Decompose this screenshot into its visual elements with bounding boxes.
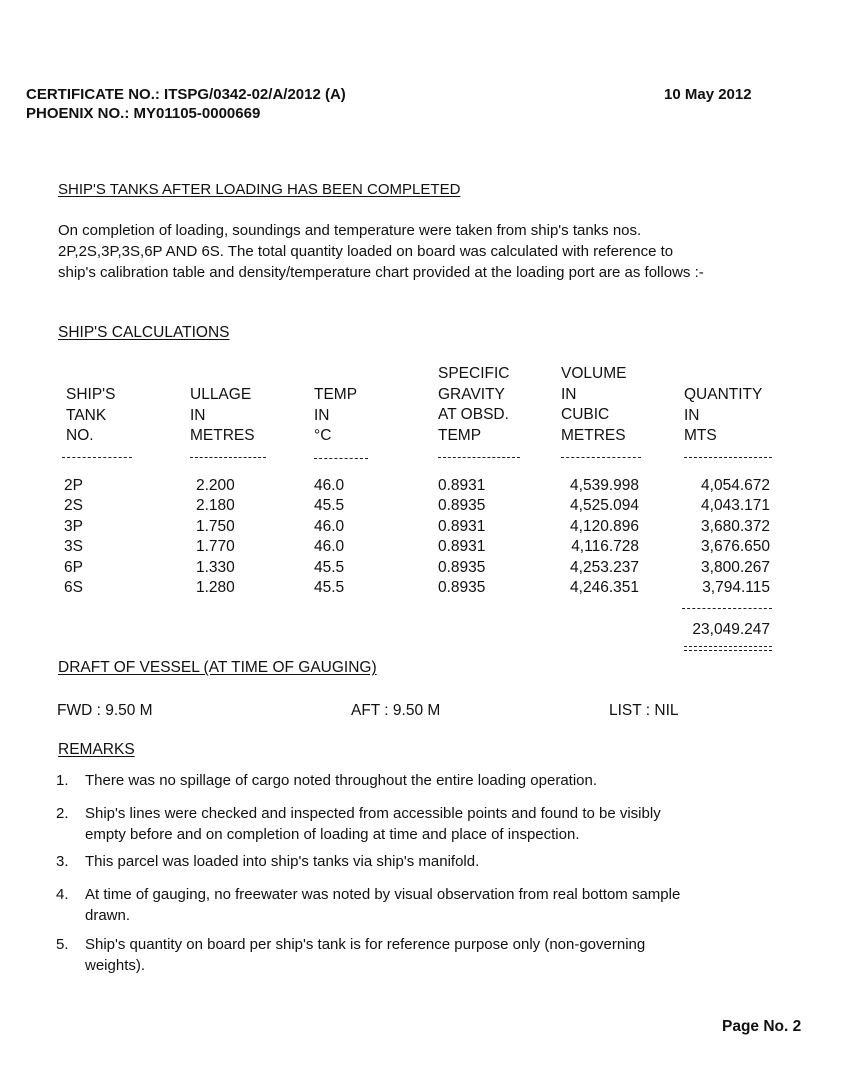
tanks-paragraph-line-1: On completion of loading, soundings and temperature were taken from ship's tanks nos. <box>58 222 642 239</box>
col-header-volume-line: METRES <box>561 426 626 444</box>
col-header-quantity-line: IN <box>684 406 700 424</box>
col-header-volume-line: IN <box>561 385 577 403</box>
remark-text: Ship's quantity on board per ship's tank is for reference purpose only (non-governing <box>85 936 646 953</box>
remark-number: 3. <box>56 853 69 870</box>
cell-quantity: 3,680.372 <box>701 517 770 535</box>
cell-ullage: 1.770 <box>196 538 235 556</box>
col-divider <box>190 457 266 458</box>
cell-ullage: 2.180 <box>196 497 235 515</box>
remark-text: empty before and on completion of loading at time and place of inspection. <box>85 826 580 843</box>
draft-heading: DRAFT OF VESSEL (AT TIME OF GAUGING) <box>58 659 377 676</box>
remark-number: 5. <box>56 936 69 953</box>
draft-list: LIST : NIL <box>609 702 679 719</box>
col-header-volume-line: CUBIC <box>561 406 610 423</box>
col-header-temp-line: TEMP <box>314 386 358 403</box>
remark-number: 2. <box>56 805 69 822</box>
col-header-tank-line: TANK <box>66 406 107 424</box>
col-header-ullage <box>190 385 255 447</box>
remark-text: At time of gauging, no freewater was noted by visual observation from real bottom sample <box>85 886 681 903</box>
remark-text: weights). <box>85 957 146 974</box>
cell-tank-no: 2P <box>64 477 83 494</box>
col-header-temp-line: IN <box>314 406 330 424</box>
col-header-ullage-line: IN <box>190 406 206 424</box>
cell-temperature: 46.0 <box>314 538 345 556</box>
col-header-specific-gravity <box>438 364 509 446</box>
col-header-ullage-line: METRES <box>190 427 255 444</box>
col-header-sg-line: AT OBSD. <box>438 406 509 423</box>
col-divider <box>314 458 368 459</box>
col-header-sg-line: TEMP <box>438 426 482 444</box>
cell-ullage: 1.330 <box>196 558 235 576</box>
cell-temperature: 45.5 <box>314 497 345 515</box>
col-header-volume-line: VOLUME <box>561 365 627 382</box>
cell-volume: 4,246.351 <box>570 579 639 596</box>
col-header-sg-line: SPECIFIC <box>438 365 510 382</box>
col-divider <box>561 457 641 458</box>
col-header-sg-line: GRAVITY <box>438 385 505 403</box>
col-header-tank-line: SHIP'S <box>66 386 116 403</box>
cell-specific-gravity: 0.8931 <box>438 477 486 494</box>
col-header-quantity-line: QUANTITY <box>684 386 763 403</box>
cell-temperature: 45.5 <box>314 579 345 596</box>
remark-text: drawn. <box>85 907 131 924</box>
cell-temperature: 45.5 <box>314 558 345 576</box>
cell-quantity: 3,794.115 <box>702 579 770 596</box>
cell-specific-gravity: 0.8931 <box>438 517 486 535</box>
cell-specific-gravity: 0.8935 <box>438 497 486 515</box>
draft-fwd: FWD : 9.50 M <box>57 702 153 719</box>
tanks-paragraph-line-3: ship's calibration table and density/temperature chart provided at the loading port are as follows :- <box>58 264 704 281</box>
cell-tank-no: 3S <box>64 538 83 556</box>
remark-number: 4. <box>56 886 69 903</box>
certificate-date: 10 May 2012 <box>664 86 752 103</box>
remarks-heading: REMARKS <box>58 741 135 758</box>
col-header-ullage-line: ULLAGE <box>190 386 252 403</box>
cell-specific-gravity: 0.8931 <box>438 538 486 556</box>
cell-temperature: 46.0 <box>314 477 345 494</box>
cell-quantity: 3,676.650 <box>701 538 770 556</box>
col-header-tank-line: NO. <box>66 427 94 444</box>
remark-text: Ship's lines were checked and inspected from accessible points and found to be visibly <box>85 805 661 822</box>
cell-tank-no: 2S <box>64 497 83 515</box>
cell-quantity: 4,054.672 <box>701 477 770 494</box>
remark-number: 1. <box>56 772 69 789</box>
cell-quantity: 4,043.171 <box>701 497 770 515</box>
cell-volume: 4,120.896 <box>570 517 639 535</box>
cell-specific-gravity: 0.8935 <box>438 558 486 576</box>
page-number: Page No. 2 <box>722 1018 802 1035</box>
col-divider <box>684 457 772 458</box>
cell-volume: 4,116.728 <box>571 538 639 556</box>
cell-quantity: 3,800.267 <box>701 558 770 576</box>
remark-text: There was no spillage of cargo noted throughout the entire loading operation. <box>85 772 598 789</box>
col-header-temp <box>314 385 357 447</box>
col-divider <box>62 457 132 458</box>
col-header-quantity <box>684 385 762 447</box>
draft-aft: AFT : 9.50 M <box>351 702 441 719</box>
cell-temperature: 46.0 <box>314 517 345 535</box>
cell-tank-no: 6S <box>64 579 83 596</box>
col-header-volume <box>561 364 626 446</box>
calculations-heading: SHIP'S CALCULATIONS <box>58 324 230 341</box>
cell-ullage: 2.200 <box>196 477 235 494</box>
col-header-quantity-line: MTS <box>684 427 717 444</box>
remark-text: This parcel was loaded into ship's tanks via ship's manifold. <box>85 853 480 870</box>
cell-volume: 4,539.998 <box>570 477 639 494</box>
cell-tank-no: 3P <box>64 517 83 535</box>
col-header-temp-line: °C <box>314 427 332 444</box>
cell-tank-no: 6P <box>64 558 83 576</box>
certificate-number: CERTIFICATE NO.: ITSPG/0342-02/A/2012 (A) <box>26 86 346 103</box>
cell-specific-gravity: 0.8935 <box>438 579 486 596</box>
cell-volume: 4,525.094 <box>570 497 639 515</box>
cell-volume: 4,253.237 <box>570 558 639 576</box>
phoenix-number: PHOENIX NO.: MY01105-0000669 <box>26 105 261 122</box>
cell-ullage: 1.750 <box>196 517 235 535</box>
col-divider <box>438 457 520 458</box>
col-header-tank <box>66 385 115 447</box>
total-double-rule <box>684 646 772 651</box>
tanks-paragraph-line-2: 2P,2S,3P,3S,6P AND 6S. The total quantity loaded on board was calculated with reference to <box>58 243 674 260</box>
total-quantity: 23,049.247 <box>692 621 770 638</box>
tanks-section-heading: SHIP'S TANKS AFTER LOADING HAS BEEN COMPLETED <box>58 181 461 198</box>
total-separator <box>682 608 772 609</box>
cell-ullage: 1.280 <box>196 579 235 596</box>
